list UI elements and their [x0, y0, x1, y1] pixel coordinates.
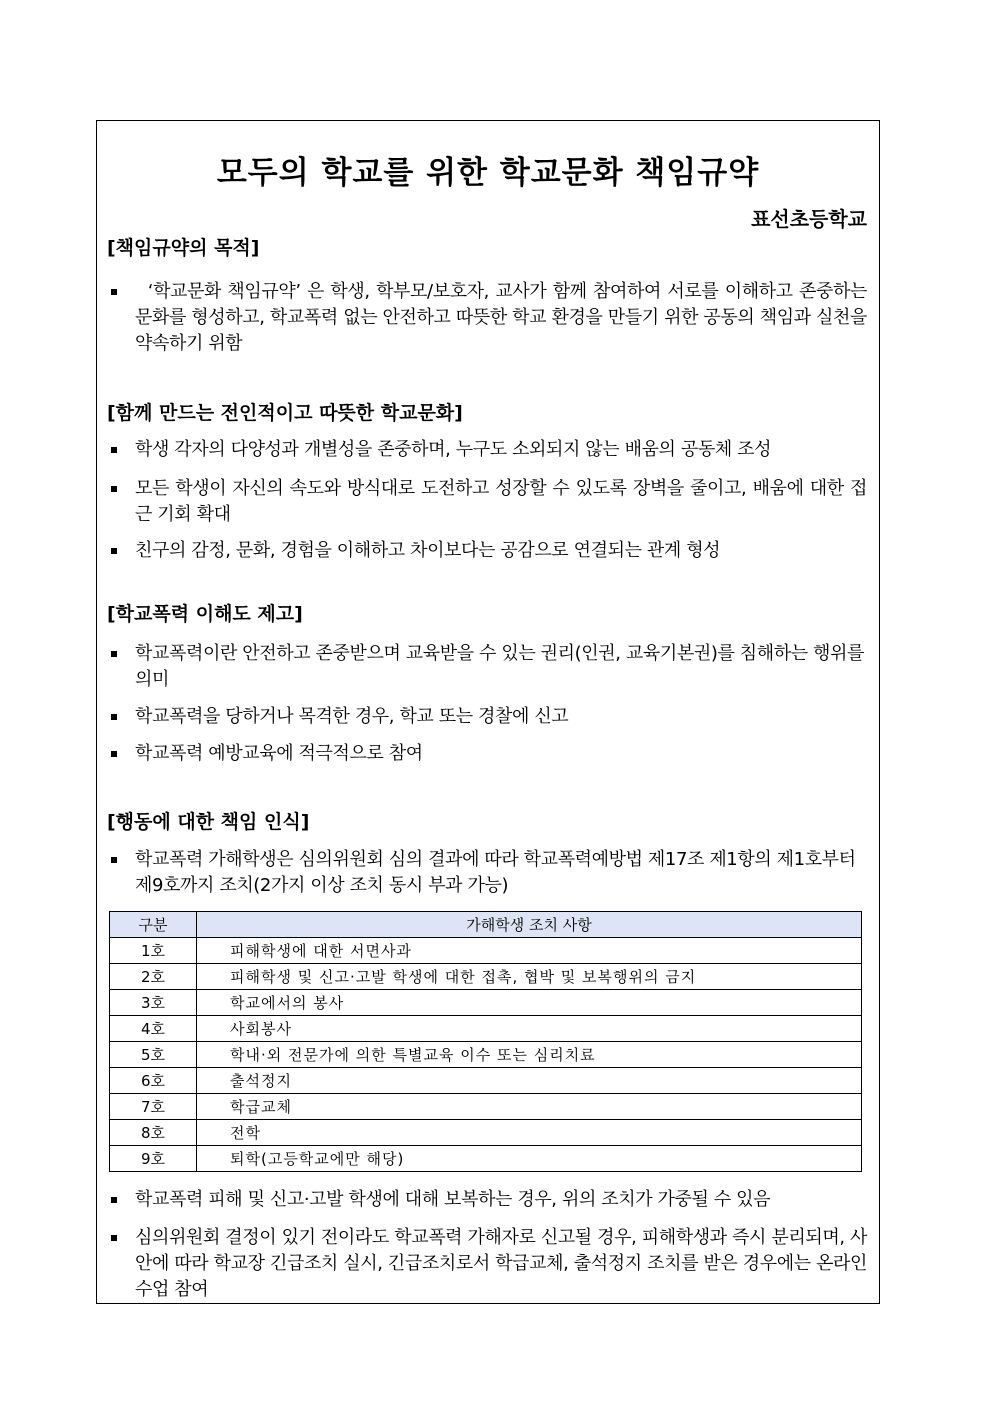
measure-number: 5호: [110, 1042, 197, 1068]
measure-number: 4호: [110, 1016, 197, 1042]
list-item: 학교폭력 피해 및 신고·고발 학생에 대해 보복하는 경우, 위의 조치가 가중될 수 있음: [111, 1187, 867, 1213]
table-header-row: [110, 912, 862, 938]
bullet-square-icon: [111, 1197, 117, 1203]
measure-number: 1호: [110, 938, 197, 964]
bullet-square-icon: [111, 486, 117, 492]
measure-number: 6호: [110, 1068, 197, 1094]
bullet-square-icon: [111, 714, 117, 720]
document-title: 모두의 학교를 위한 학교문화 책임규약: [216, 155, 760, 191]
measure-number: 7호: [110, 1094, 197, 1120]
bullet-square-icon: [111, 751, 117, 757]
table-row: [110, 1120, 862, 1146]
bullet-square-icon: [111, 447, 117, 453]
measure-description: 사회봉사: [197, 1016, 862, 1042]
table-row: [110, 1042, 862, 1068]
list-item: 학교폭력이란 안전하고 존중받으며 교육받을 수 있는 권리(인권, 교육기본권)를 침해하는 행위를 의미: [111, 641, 867, 693]
bullet-square-icon: [111, 289, 117, 295]
list-item: 친구의 감정, 문화, 경험을 이해하고 차이보다는 공감으로 연결되는 관계 형성: [111, 538, 867, 564]
measure-number: 2호: [110, 964, 197, 990]
bullet-square-icon: [111, 651, 117, 657]
measure-description: 출석정지: [197, 1068, 862, 1094]
list-item: 학교폭력 가해학생은 심의위원회 심의 결과에 따라 학교폭력예방법 제17조 제1항의 제1호부터 제9호까지 조치(2가지 이상 조치 동시 부과 가능): [111, 847, 867, 899]
list-item: ‘학교문화 책임규약’ 은 학생, 학부모/보호자, 교사가 함께 참여하여 서로를 이해하고 존중하는 문화를 형성하고, 학교폭력 없는 안전하고 따뜻한 학교 환경을 만들기 위한 공동의 책임과 실천을 약속하기 위함: [111, 279, 867, 357]
list-item: 학교폭력을 당하거나 목격한 경우, 학교 또는 경찰에 신고: [111, 704, 867, 730]
measure-description: 피해학생 및 신고·고발 학생에 대한 접촉, 협박 및 보복행위의 금지: [197, 964, 862, 990]
table-row: [110, 938, 862, 964]
table-row: [110, 1016, 862, 1042]
measure-description: 학내·외 전문가에 의한 특별교육 이수 또는 심리치료: [197, 1042, 862, 1068]
column-header-category: 구분: [110, 912, 197, 938]
bullet-square-icon: [111, 857, 117, 863]
measure-number: 8호: [110, 1120, 197, 1146]
section-heading-purpose: [책임규약의 목적]: [107, 237, 260, 259]
bullet-square-icon: [111, 1235, 117, 1241]
list-item: 학교폭력 예방교육에 적극적으로 참여: [111, 741, 867, 767]
section-heading-culture: [함께 만드는 전인적이고 따뜻한 학교문화]: [107, 402, 463, 424]
list-item: 심의위원회 결정이 있기 전이라도 학교폭력 가해자로 신고될 경우, 피해학생과 즉시 분리되며, 사안에 따라 학교장 긴급조치 실시, 긴급조치로서 학급교체, 출석정지 조치를 받은 경우에는 온라인 수업 참여: [111, 1225, 867, 1303]
table-row: [110, 1146, 862, 1172]
measure-description: 학급교체: [197, 1094, 862, 1120]
table-row: [110, 990, 862, 1016]
measure-description: 피해학생에 대한 서면사과: [197, 938, 862, 964]
measure-description: 학교에서의 봉사: [197, 990, 862, 1016]
column-header-measures: 가해학생 조치 사항: [197, 912, 862, 938]
measures-table: [109, 911, 862, 1172]
list-item: 학생 각자의 다양성과 개별성을 존중하며, 누구도 소외되지 않는 배움의 공동체 조성: [111, 437, 867, 463]
measure-number: 9호: [110, 1146, 197, 1172]
section-heading-responsibility: [행동에 대한 책임 인식]: [107, 811, 310, 833]
measure-description: 퇴학(고등학교에만 해당): [197, 1146, 862, 1172]
list-item: 모든 학생이 자신의 속도와 방식대로 도전하고 성장할 수 있도록 장벽을 줄이고, 배움에 대한 접근 기회 확대: [111, 476, 867, 528]
school-name: 표선초등학교: [751, 207, 867, 231]
section-heading-understanding: [학교폭력 이해도 제고]: [107, 603, 303, 625]
table-row: [110, 1068, 862, 1094]
measure-description: 전학: [197, 1120, 862, 1146]
table-row: [110, 964, 862, 990]
bullet-square-icon: [111, 548, 117, 554]
measure-number: 3호: [110, 990, 197, 1016]
document-frame: [96, 120, 880, 1304]
table-row: [110, 1094, 862, 1120]
